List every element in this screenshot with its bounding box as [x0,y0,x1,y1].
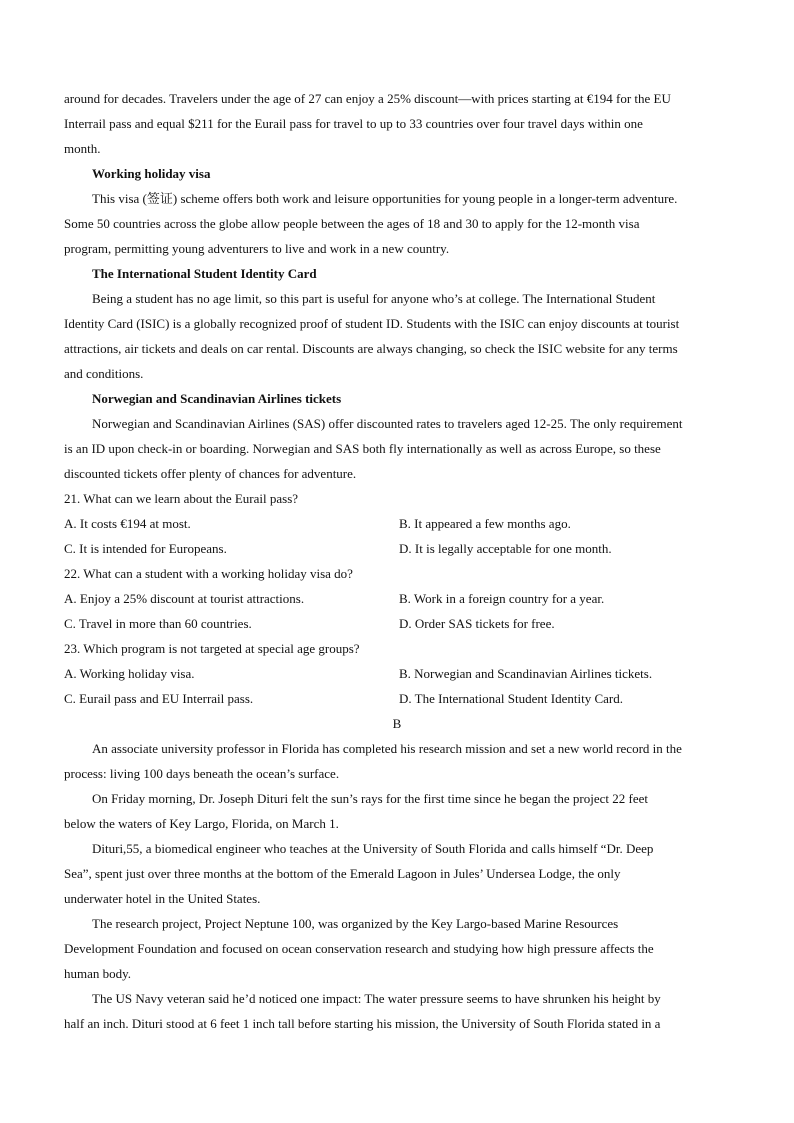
section-heading: Working holiday visa [92,166,211,181]
text-line: human body. [64,966,132,981]
section-sas [0,386,794,486]
option-b: B. Norwegian and Scandinavian Airlines tickets. [399,666,653,681]
option-row [0,661,794,686]
text-line: Identity Card (ISIC) is a globally recognized proof of student ID. Students with the ISIC can enjoy discounts at tourist [64,316,680,331]
text-line: Being a student has no age limit, so this part is useful for anyone who’s at college. The International Student [92,291,656,306]
option-c: C. Travel in more than 60 countries. [64,616,252,631]
question-stem: 21. What can we learn about the Eurail pass? [64,491,299,506]
text-line: On Friday morning, Dr. Joseph Dituri felt the sun’s rays for the first time since he began the project 22 feet [92,791,648,806]
option-row [0,586,794,611]
text-line: and conditions. [64,366,144,381]
option-d: D. It is legally acceptable for one month. [399,541,612,556]
text-line: The US Navy veteran said he’d noticed one impact: The water pressure seems to have shrunken his height by [92,991,661,1006]
section-b-label: B [392,716,402,731]
text-line: Dituri,55, a biomedical engineer who teaches at the University of South Florida and calls himself “Dr. Deep [92,841,654,856]
question-23 [0,636,794,711]
text-line: Interrail pass and equal $211 for the Eurail pass for travel to up to 33 countries over four travel days within one [64,116,643,131]
option-row [0,536,794,561]
option-row [0,686,794,711]
exam-page [0,86,794,1036]
section-heading: Norwegian and Scandinavian Airlines tickets [92,391,342,406]
section-b-paragraph-4 [0,911,794,986]
section-heading: The International Student Identity Card [92,266,317,281]
text-line: attractions, air tickets and deals on car rental. Discounts are always changing, so check the ISIC website for any terms [64,341,678,356]
option-a: A. It costs €194 at most. [64,516,191,531]
option-row [0,611,794,636]
text-line: Some 50 countries across the globe allow people between the ages of 18 and 30 to apply for the 12-month visa [64,216,640,231]
text-line: discounted tickets offer plenty of chances for adventure. [64,466,357,481]
section-b-paragraph-3 [0,836,794,911]
text-line: half an inch. Dituri stood at 6 feet 1 inch tall before starting his mission, the University of South Florida stated in a [64,1016,661,1031]
option-c: C. It is intended for Europeans. [64,541,227,556]
passage-a-intro [0,86,794,161]
text-line: program, permitting young adventurers to live and work in a new country. [64,241,450,256]
text-line: Sea”, spent just over three months at the bottom of the Emerald Lagoon in Jules’ Undersea Lodge, the only [64,866,621,881]
text-line: This visa (签证) scheme offers both work and leisure opportunities for young people in a longer-term adventure. [92,191,678,206]
text-line: is an ID upon check-in or boarding. Norwegian and SAS both fly internationally as well as across Europe, so these [64,441,661,456]
text-line: process: living 100 days beneath the ocean’s surface. [64,766,340,781]
section-b-paragraph-1 [0,736,794,786]
question-22 [0,561,794,636]
question-stem: 22. What can a student with a working holiday visa do? [64,566,353,581]
option-b: B. It appeared a few months ago. [399,516,571,531]
section-b-paragraph-2 [0,786,794,836]
question-stem: 23. Which program is not targeted at special age groups? [64,641,360,656]
question-21 [0,486,794,561]
text-line: around for decades. Travelers under the age of 27 can enjoy a 25% discount—with prices starting at €194 for the EU [64,91,671,106]
text-line: below the waters of Key Largo, Florida, on March 1. [64,816,339,831]
text-line: month. [64,141,101,156]
text-line: Development Foundation and focused on ocean conservation research and studying how high pressure affects the [64,941,654,956]
text-line: underwater hotel in the United States. [64,891,261,906]
option-c: C. Eurail pass and EU Interrail pass. [64,691,254,706]
text-line: An associate university professor in Florida has completed his research mission and set a new world record in the [92,741,682,756]
option-d: D. Order SAS tickets for free. [399,616,555,631]
option-b: B. Work in a foreign country for a year. [399,591,605,606]
option-row [0,511,794,536]
section-working-holiday [0,161,794,261]
option-a: A. Enjoy a 25% discount at tourist attractions. [64,591,305,606]
option-a: A. Working holiday visa. [64,666,195,681]
option-d: D. The International Student Identity Card. [399,691,623,706]
section-b-paragraph-5 [0,986,794,1036]
text-line: Norwegian and Scandinavian Airlines (SAS) offer discounted rates to travelers aged 12-25. The only requirement [92,416,683,431]
text-line: The research project, Project Neptune 100, was organized by the Key Largo-based Marine Resources [92,916,619,931]
section-isic [0,261,794,386]
